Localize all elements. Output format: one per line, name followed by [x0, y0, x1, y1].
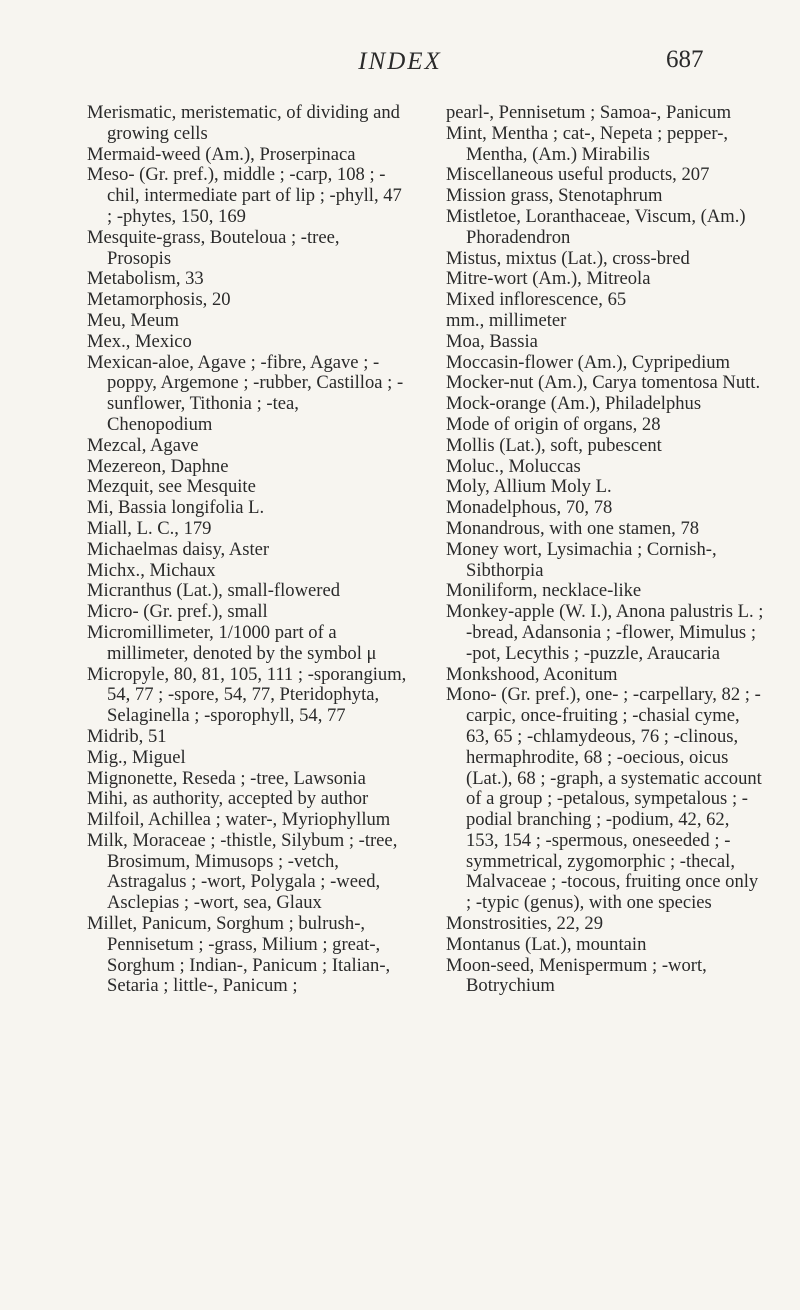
running-header-title: INDEX: [358, 48, 442, 75]
index-entry: Milfoil, Achillea ; water-, Myriophyllum: [87, 809, 391, 831]
index-entry: Mezereon, Daphne: [87, 455, 229, 477]
index-entry: Monadelphous, 70, 78: [446, 497, 613, 519]
index-entry: Mezcal, Agave: [87, 434, 199, 456]
index-entry: Mihi, as authority, accepted by author: [87, 788, 369, 810]
index-entry: Miscellaneous useful products, 207: [446, 164, 710, 186]
index-entry: Monstrosities, 22, 29: [446, 913, 604, 935]
index-entry: Mock-orange (Am.), Philadelphus: [446, 393, 702, 415]
index-entry: Mint, Mentha ; cat-, Nepeta ; pepper-, Mentha, (Am.) Mirabilis: [446, 122, 729, 165]
index-entry: Mocker-nut (Am.), Carya tomentosa Nutt.: [446, 372, 761, 394]
index-entry: Midrib, 51: [87, 725, 167, 747]
index-entry: Micro- (Gr. pref.), small: [87, 601, 268, 623]
index-entry: Mezquit, see Mesquite: [87, 476, 256, 498]
index-entry: Monkey-apple (W. I.), Anona palustris L. ; -bread, Adansonia ; -flower, Mimulus ; -pot, Lecythis ; -puzzle, Araucaria: [446, 601, 764, 664]
index-entry: Mitre-wort (Am.), Mitreola: [446, 268, 651, 290]
index-entry: Moluc., Moluccas: [446, 455, 581, 477]
index-entry: Moniliform, necklace-like: [446, 580, 642, 602]
index-entry: Mistletoe, Loranthaceae, Viscum, (Am.) Phoradendron: [446, 205, 746, 248]
page-number: 687: [666, 46, 704, 73]
index-entry: Miall, L. C., 179: [87, 517, 212, 539]
index-entry: Moa, Bassia: [446, 330, 538, 352]
index-entry: Mistus, mixtus (Lat.), cross-bred: [446, 247, 690, 269]
index-entry: Moly, Allium Moly L.: [446, 476, 612, 498]
index-entry: Michaelmas daisy, Aster: [87, 538, 270, 560]
index-entry: Micropyle, 80, 81, 105, 111 ; -sporangium, 54, 77 ; -spore, 54, 77, Pteridophyta, Selaginella ; -sporophyll, 54, 77: [87, 663, 407, 727]
index-entry: Mixed inflorescence, 65: [446, 289, 627, 311]
index-entry: Mode of origin of organs, 28: [446, 413, 661, 435]
index-entry: Mi, Bassia longifolia L.: [87, 497, 265, 519]
index-entry: Metabolism, 33: [87, 268, 204, 290]
index-entry: Mermaid-weed (Am.), Proserpinaca: [87, 143, 356, 165]
index-entry: Michx., Michaux: [87, 559, 216, 581]
index-entry: mm., millimeter: [446, 309, 567, 331]
index-entry: Money wort, Lysimachia ; Cornish-, Sibthorpia: [446, 538, 717, 581]
index-entry: Monkshood, Aconitum: [446, 663, 618, 685]
index-entry: Mignonette, Reseda ; -tree, Lawsonia: [87, 767, 366, 789]
index-column-right: [446, 103, 766, 997]
index-entry: Montanus (Lat.), mountain: [446, 933, 647, 955]
index-entry: Mono- (Gr. pref.), one- ; -carpellary, 82 ; -carpic, once-fruiting ; -chasial cyme, 63, 65 ; -chlamydeous, 76 ; -clinous, hermaphrodite, 68 ; -oecious, oicus (Lat.), 68 ; -graph, a systematic account of a group ; -petalous, sympetalous ; -podial branching ; -podium, 42, 62, 153, 154 ; -spermous, oneseeded ; -symmetrical, zygomorphic ; -thecal, Malvaceae ; -tocous, fruiting once only ; -typic (genus), with one species: [446, 684, 762, 914]
index-entry: Millet, Panicum, Sorghum ; bulrush-, Pennisetum ; -grass, Milium ; great-, Sorghum ; Indian-, Panicum ; Italian-, Setaria ; little-, Panicum ;: [87, 913, 391, 997]
index-entry: Moccasin-flower (Am.), Cypripedium: [446, 351, 730, 373]
index-column-left: [87, 103, 407, 997]
index-entry: Meu, Meum: [87, 309, 179, 331]
index-entry: Monandrous, with one stamen, 78: [446, 517, 700, 539]
index-entry: Milk, Moraceae ; -thistle, Silybum ; -tree, Brosimum, Mimusops ; -vetch, Astragalus ; -wort, Polygala ; -weed, Asclepias ; -wort, sea, Glaux: [87, 829, 398, 914]
index-entry: Merismatic, meristematic, of dividing and growing cells: [87, 102, 400, 144]
index-entry: Mesquite-grass, Bouteloua ; -tree, Prosopis: [87, 226, 340, 269]
index-entry: Metamorphosis, 20: [87, 289, 231, 311]
index-entry: Moon-seed, Menispermum ; -wort, Botrychium: [446, 954, 707, 997]
index-entry: pearl-, Pennisetum ; Samoa-, Panicum: [446, 102, 732, 123]
index-entry: Mexican-aloe, Agave ; -fibre, Agave ; -poppy, Argemone ; -rubber, Castilloa ; -sunflower, Tithonia ; -tea, Chenopodium: [87, 351, 404, 435]
index-entry: Micranthus (Lat.), small-flowered: [87, 580, 340, 602]
index-entry: Mex., Mexico: [87, 330, 192, 352]
index-entry: Mig., Miguel: [87, 746, 186, 768]
index-entry: Meso- (Gr. pref.), middle ; -carp, 108 ; -chil, intermediate part of lip ; -phyll, 47 ; -phytes, 150, 169: [87, 164, 402, 227]
index-entry: Micromillimeter, 1/1000 part of a millimeter, denoted by the symbol μ: [87, 621, 377, 664]
index-entry: Mission grass, Stenotaphrum: [446, 185, 663, 207]
index-entry: Mollis (Lat.), soft, pubescent: [446, 434, 662, 456]
